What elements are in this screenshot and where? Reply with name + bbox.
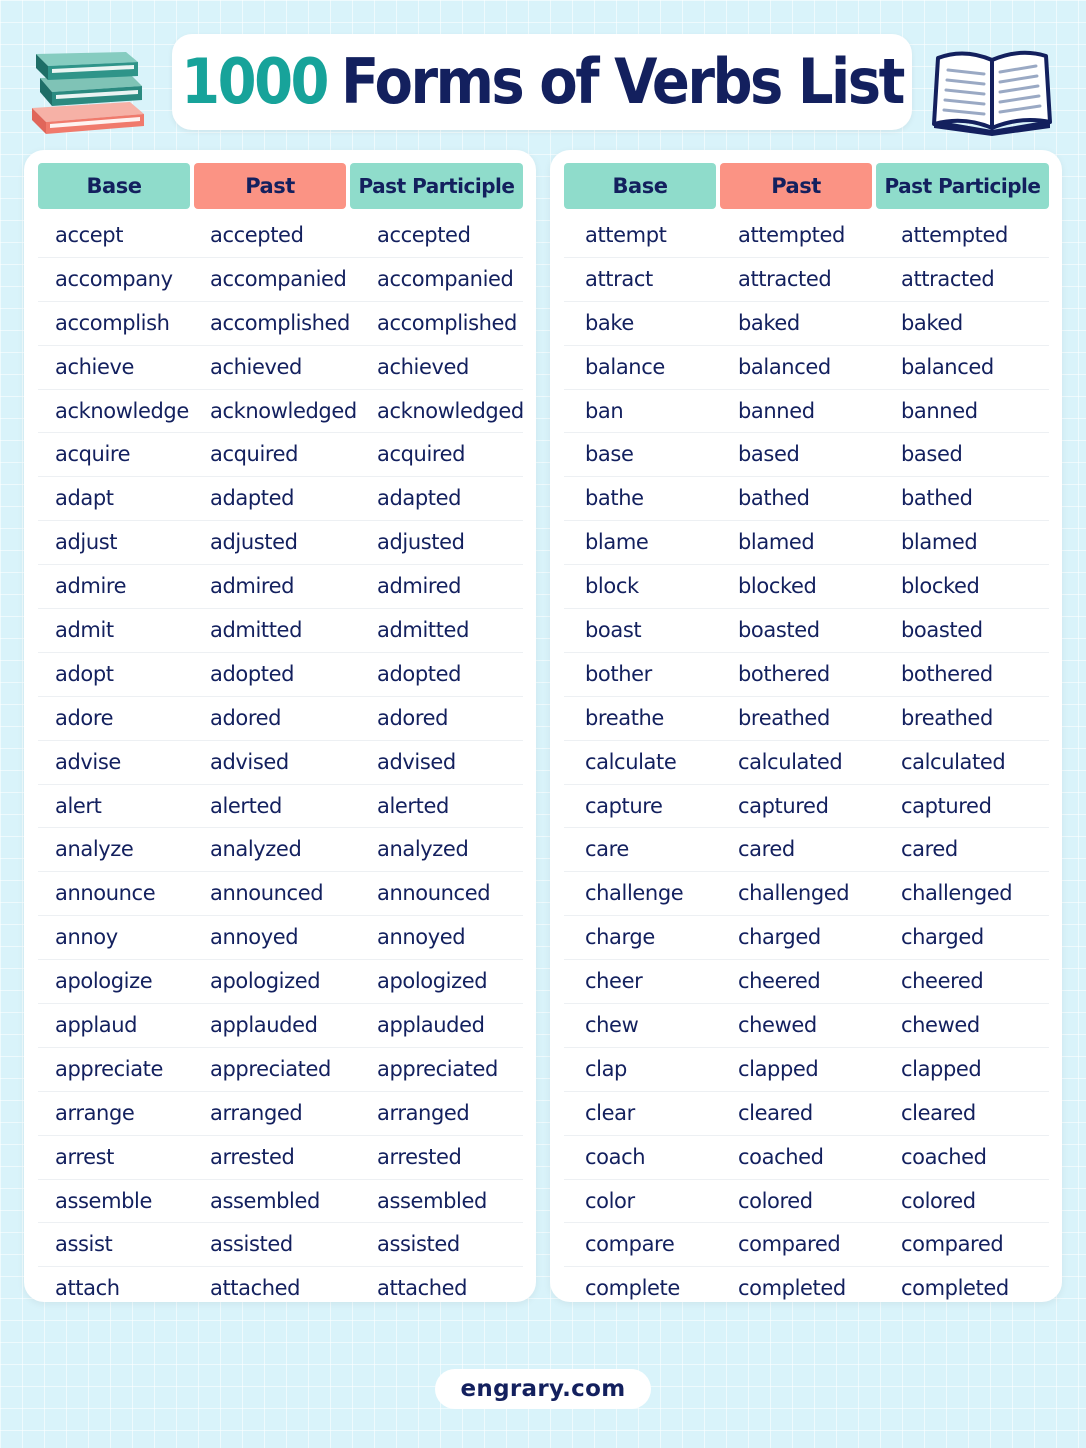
table-row (564, 916, 1049, 960)
past-participle-form: announced (377, 881, 491, 906)
stacked-books-icon (26, 48, 154, 138)
past-form: adored (210, 705, 282, 730)
past-form: acknowledged (210, 398, 357, 423)
past-participle-form: compared (901, 1232, 1004, 1257)
table-body (564, 214, 1049, 1310)
base-form: assist (55, 1232, 113, 1257)
past-participle-form: adored (377, 705, 449, 730)
base-form: bathe (585, 486, 644, 511)
past-form: blocked (738, 574, 817, 599)
past-form: bathed (738, 486, 810, 511)
base-form: charge (585, 925, 655, 950)
past-form: colored (738, 1188, 813, 1213)
table-row (564, 609, 1049, 653)
past-form: applauded (210, 1013, 318, 1038)
base-form: announce (55, 881, 156, 906)
past-participle-form: baked (901, 310, 963, 335)
past-participle-form: applauded (377, 1013, 485, 1038)
past-form: announced (210, 881, 324, 906)
base-form: apologize (55, 969, 153, 994)
past-participle-form: adjusted (377, 530, 465, 555)
base-form: adjust (55, 530, 118, 555)
past-form: admitted (210, 618, 303, 643)
table-row (38, 1223, 523, 1267)
base-form: cheer (585, 969, 643, 994)
base-form: adapt (55, 486, 114, 511)
header-past: Past (194, 163, 346, 209)
table-row (564, 1267, 1049, 1310)
past-participle-form: cheered (901, 969, 984, 994)
header-past-participle: Past Participle (350, 163, 523, 209)
base-form: accomplish (55, 310, 170, 335)
past-participle-form: breathed (901, 705, 993, 730)
past-participle-form: clapped (901, 1056, 982, 1081)
past-form: adjusted (210, 530, 298, 555)
past-form: balanced (738, 354, 831, 379)
past-form: appreciated (210, 1056, 331, 1081)
base-form: attach (55, 1276, 120, 1301)
table-row (38, 1180, 523, 1224)
base-form: boast (585, 618, 642, 643)
past-form: cleared (738, 1100, 813, 1125)
past-participle-form: blocked (901, 574, 980, 599)
table-row (564, 565, 1049, 609)
past-participle-form: admired (377, 574, 462, 599)
table-row (564, 1136, 1049, 1180)
table-row (564, 302, 1049, 346)
table-row (564, 433, 1049, 477)
table-row (38, 346, 523, 390)
past-participle-form: accomplished (377, 310, 517, 335)
verb-table-right (550, 150, 1062, 1302)
past-form: attached (210, 1276, 301, 1301)
table-row (38, 390, 523, 434)
base-form: balance (585, 354, 665, 379)
past-form: banned (738, 398, 815, 423)
base-form: analyze (55, 837, 134, 862)
title-banner (172, 34, 912, 130)
past-form: baked (738, 310, 800, 335)
table-row (564, 653, 1049, 697)
past-form: advised (210, 749, 289, 774)
table-row (38, 653, 523, 697)
past-participle-form: acknowledged (377, 398, 524, 423)
past-participle-form: attached (377, 1276, 468, 1301)
past-participle-form: captured (901, 793, 992, 818)
base-form: achieve (55, 354, 135, 379)
table-row (564, 346, 1049, 390)
past-form: coached (738, 1144, 824, 1169)
base-form: acquire (55, 442, 131, 467)
past-form: alerted (210, 793, 282, 818)
past-participle-form: challenged (901, 881, 1013, 906)
table-row (564, 1180, 1049, 1224)
past-form: accompanied (210, 266, 347, 291)
base-form: alert (55, 793, 102, 818)
title-number: 1000 (181, 45, 327, 119)
past-participle-form: coached (901, 1144, 987, 1169)
past-participle-form: analyzed (377, 837, 469, 862)
past-form: analyzed (210, 837, 302, 862)
past-form: arrested (210, 1144, 295, 1169)
base-form: calculate (585, 749, 677, 774)
past-form: challenged (738, 881, 850, 906)
base-form: ban (585, 398, 624, 423)
header-past: Past (720, 163, 872, 209)
past-participle-form: advised (377, 749, 456, 774)
past-form: achieved (210, 354, 302, 379)
table-row (38, 565, 523, 609)
verb-table-left (24, 150, 536, 1302)
past-participle-form: adopted (377, 661, 462, 686)
table-row (38, 1004, 523, 1048)
table-row (564, 785, 1049, 829)
past-participle-form: accompanied (377, 266, 514, 291)
past-participle-form: blamed (901, 530, 978, 555)
past-form: captured (738, 793, 829, 818)
table-row (564, 872, 1049, 916)
base-form: accept (55, 223, 124, 247)
past-form: bothered (738, 661, 830, 686)
past-form: apologized (210, 969, 321, 994)
table-row (38, 521, 523, 565)
past-form: clapped (738, 1056, 819, 1081)
past-form: blamed (738, 530, 815, 555)
table-row (38, 477, 523, 521)
table-row (38, 214, 523, 258)
table-row (38, 433, 523, 477)
table-row (38, 1267, 523, 1310)
table-row (38, 1092, 523, 1136)
past-form: completed (738, 1276, 846, 1301)
table-row (38, 916, 523, 960)
past-participle-form: bothered (901, 661, 993, 686)
past-participle-form: arrested (377, 1144, 462, 1169)
past-participle-form: cleared (901, 1100, 976, 1125)
past-participle-form: colored (901, 1188, 976, 1213)
base-form: base (585, 442, 634, 467)
past-form: chewed (738, 1013, 817, 1038)
table-row (564, 828, 1049, 872)
table-row (38, 302, 523, 346)
past-form: assisted (210, 1232, 293, 1257)
table-row (564, 741, 1049, 785)
past-form: charged (738, 925, 821, 950)
past-form: accomplished (210, 310, 350, 335)
table-row (564, 1048, 1049, 1092)
past-participle-form: acquired (377, 442, 466, 467)
base-form: acknowledge (55, 398, 189, 423)
base-form: blame (585, 530, 649, 555)
base-form: compare (585, 1232, 675, 1257)
header-past-participle: Past Participle (876, 163, 1049, 209)
past-participle-form: apologized (377, 969, 488, 994)
past-participle-form: adapted (377, 486, 462, 511)
base-form: block (585, 574, 639, 599)
base-form: appreciate (55, 1056, 164, 1081)
base-form: clear (585, 1100, 635, 1125)
table-row (38, 697, 523, 741)
past-form: based (738, 442, 800, 467)
header-base: Base (564, 163, 716, 209)
base-form: complete (585, 1276, 680, 1301)
past-participle-form: based (901, 442, 963, 467)
header-base: Base (38, 163, 190, 209)
past-participle-form: charged (901, 925, 984, 950)
base-form: care (585, 837, 629, 862)
past-form: boasted (738, 618, 820, 643)
title-text: Forms of Verbs List (341, 45, 903, 119)
table-row (38, 258, 523, 302)
base-form: admit (55, 618, 114, 643)
past-participle-form: cared (901, 837, 958, 862)
past-form: compared (738, 1232, 841, 1257)
table-row (564, 1223, 1049, 1267)
past-form: assembled (210, 1188, 320, 1213)
table-row (564, 477, 1049, 521)
past-participle-form: attracted (901, 266, 995, 291)
past-participle-form: accepted (377, 223, 471, 247)
past-participle-form: achieved (377, 354, 469, 379)
past-participle-form: banned (901, 398, 978, 423)
past-form: arranged (210, 1100, 303, 1125)
base-form: clap (585, 1056, 627, 1081)
base-form: bake (585, 310, 634, 335)
past-form: cared (738, 837, 795, 862)
base-form: bother (585, 661, 652, 686)
page-title (181, 46, 903, 119)
past-participle-form: annoyed (377, 925, 466, 950)
base-form: arrange (55, 1100, 135, 1125)
past-participle-form: bathed (901, 486, 973, 511)
table-row (564, 214, 1049, 258)
past-participle-form: assembled (377, 1188, 487, 1213)
base-form: accompany (55, 266, 173, 291)
past-form: accepted (210, 223, 304, 247)
open-book-icon (928, 44, 1056, 136)
past-form: attracted (738, 266, 832, 291)
past-participle-form: attempted (901, 223, 1008, 247)
past-participle-form: admitted (377, 618, 470, 643)
table-row (38, 828, 523, 872)
table-row (38, 872, 523, 916)
past-form: adopted (210, 661, 295, 686)
past-participle-form: appreciated (377, 1056, 498, 1081)
past-participle-form: completed (901, 1276, 1009, 1301)
past-form: adapted (210, 486, 295, 511)
base-form: capture (585, 793, 663, 818)
past-form: admired (210, 574, 295, 599)
table-row (38, 960, 523, 1004)
base-form: challenge (585, 881, 684, 906)
base-form: adore (55, 705, 114, 730)
past-form: breathed (738, 705, 830, 730)
base-form: advise (55, 749, 121, 774)
table-row (564, 1004, 1049, 1048)
past-participle-form: assisted (377, 1232, 460, 1257)
base-form: coach (585, 1144, 646, 1169)
table-row (564, 521, 1049, 565)
past-participle-form: alerted (377, 793, 449, 818)
site-url: engrary.com (435, 1369, 651, 1409)
table-row (38, 1048, 523, 1092)
table-body (38, 214, 523, 1310)
past-form: annoyed (210, 925, 299, 950)
table-row (564, 258, 1049, 302)
past-participle-form: arranged (377, 1100, 470, 1125)
past-form: calculated (738, 749, 843, 774)
base-form: admire (55, 574, 127, 599)
past-participle-form: chewed (901, 1013, 980, 1038)
base-form: assemble (55, 1188, 153, 1213)
past-form: cheered (738, 969, 821, 994)
base-form: applaud (55, 1013, 138, 1038)
table-row (564, 960, 1049, 1004)
base-form: arrest (55, 1144, 115, 1169)
past-participle-form: calculated (901, 749, 1006, 774)
past-participle-form: balanced (901, 354, 994, 379)
base-form: breathe (585, 705, 664, 730)
past-form: attempted (738, 223, 845, 247)
base-form: attract (585, 266, 653, 291)
table-row (564, 1092, 1049, 1136)
table-row (38, 609, 523, 653)
table-row (38, 785, 523, 829)
base-form: annoy (55, 925, 118, 950)
base-form: adopt (55, 661, 114, 686)
table-row (38, 741, 523, 785)
table-row (564, 697, 1049, 741)
base-form: chew (585, 1013, 639, 1038)
base-form: attempt (585, 223, 667, 247)
past-form: acquired (210, 442, 299, 467)
table-row (38, 1136, 523, 1180)
table-row (564, 390, 1049, 434)
past-participle-form: boasted (901, 618, 983, 643)
base-form: color (585, 1188, 635, 1213)
